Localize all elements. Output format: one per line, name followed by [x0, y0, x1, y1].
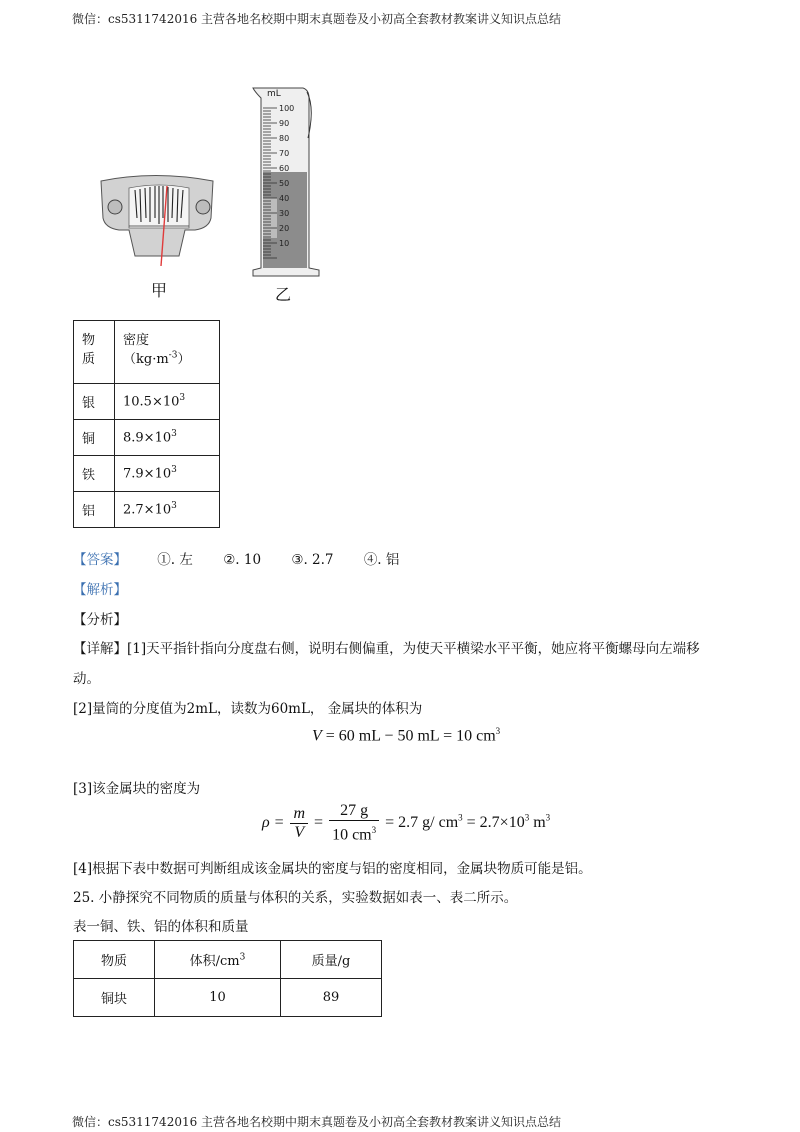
answer-item: ③. 2.7 — [291, 552, 334, 568]
detail-paragraph-4: [4]根据下表中数据可判断组成该金属块的密度与铝的密度相同，金属块物质可能是铝。 — [73, 861, 592, 877]
cylinder-tick-label: 100 — [279, 104, 295, 113]
density-formula: ρ = $\frac{m}{V}$ = $\frac{27 g}{10 cm^3}$ = 2.7 g/ $cm^3 = 2.7\times 10^3$ $m^3$ — [262, 802, 551, 844]
detail-paragraph-1: 【详解】[1]天平指针指向分度盘右侧，说明右侧偏重，为使天平横梁水平平衡，她应将平衡螺母向左端移 — [73, 641, 700, 657]
page-header: 微信：cs5311742016 主营各地名校期中期末真题卷及小初高全套教材教案讲义知识点总结 — [72, 12, 562, 26]
question-25-text: 25. 小静探究不同物质的质量与体积的关系，实验数据如表一、表二所示。 — [73, 890, 518, 906]
detail-paragraph-3: [3]该金属块的密度为 — [73, 781, 201, 797]
analysis-label: 【解析】 — [73, 582, 127, 598]
fenxi-label: 【分析】 — [73, 612, 127, 628]
cylinder-tick-label: 30 — [279, 209, 290, 218]
answer-item: ④. 铝 — [363, 552, 400, 568]
cylinder-tick-label: 40 — [279, 194, 290, 203]
table-row: 铁 $7.9\times 10^3$ — [74, 456, 220, 492]
mass-volume-table — [73, 940, 382, 1017]
table-row: 银 $10.5\times 10^3$ — [74, 384, 220, 420]
density-header-substance: 物 质 — [74, 321, 115, 384]
cylinder-tick-label: 90 — [279, 119, 290, 128]
volume-formula: V = 60 mL − 50 mL = 10 $cm^3$ — [312, 726, 501, 745]
answer-item: ②. 10 — [223, 552, 262, 568]
page-footer: 微信：cs5311742016 主营各地名校期中期末真题卷及小初高全套教材教案讲义知识点总结 — [72, 1115, 562, 1129]
table-row: 铝 $2.7\times 10^3$ — [74, 492, 220, 528]
graduated-cylinder-illustration — [253, 88, 319, 276]
density-table — [73, 320, 220, 528]
table-row: 铜 $8.9\times 10^3$ — [74, 420, 220, 456]
answer-line — [73, 548, 399, 568]
cylinder-tick-label: 10 — [279, 239, 290, 248]
cylinder-tick-label: 70 — [279, 149, 290, 158]
figure-label-right: 乙 — [275, 285, 292, 304]
table-one-title: 表一铜、铁、铝的体积和质量 — [73, 919, 249, 935]
figure-label-left: 甲 — [151, 281, 168, 300]
table-header: 物质 — [74, 941, 155, 979]
table-header: 质量/g — [281, 941, 382, 979]
answer-item: ①. 左 — [157, 552, 193, 568]
cylinder-tick-label: 60 — [279, 164, 290, 173]
detail-paragraph-2: [2]量筒的分度值为2mL，读数为60mL， 金属块的体积为 — [73, 701, 423, 717]
balance-dial-illustration — [101, 176, 213, 267]
table-row: 铜块 10 89 — [74, 979, 382, 1017]
cylinder-tick-label: 20 — [279, 224, 290, 233]
cylinder-unit-label: mL — [267, 89, 281, 99]
cylinder-tick-label: 50 — [279, 179, 290, 188]
detail-paragraph-1-cont: 动。 — [73, 671, 100, 687]
table-header: 体积$/cm^3$ — [155, 941, 281, 979]
cylinder-tick-label: 80 — [279, 134, 290, 143]
figure-balance-and-cylinder — [95, 78, 335, 308]
density-header-density: 密度 $(kg\cdot m^{-3})$ — [115, 321, 220, 384]
answer-label: 【答案】 — [73, 552, 127, 568]
